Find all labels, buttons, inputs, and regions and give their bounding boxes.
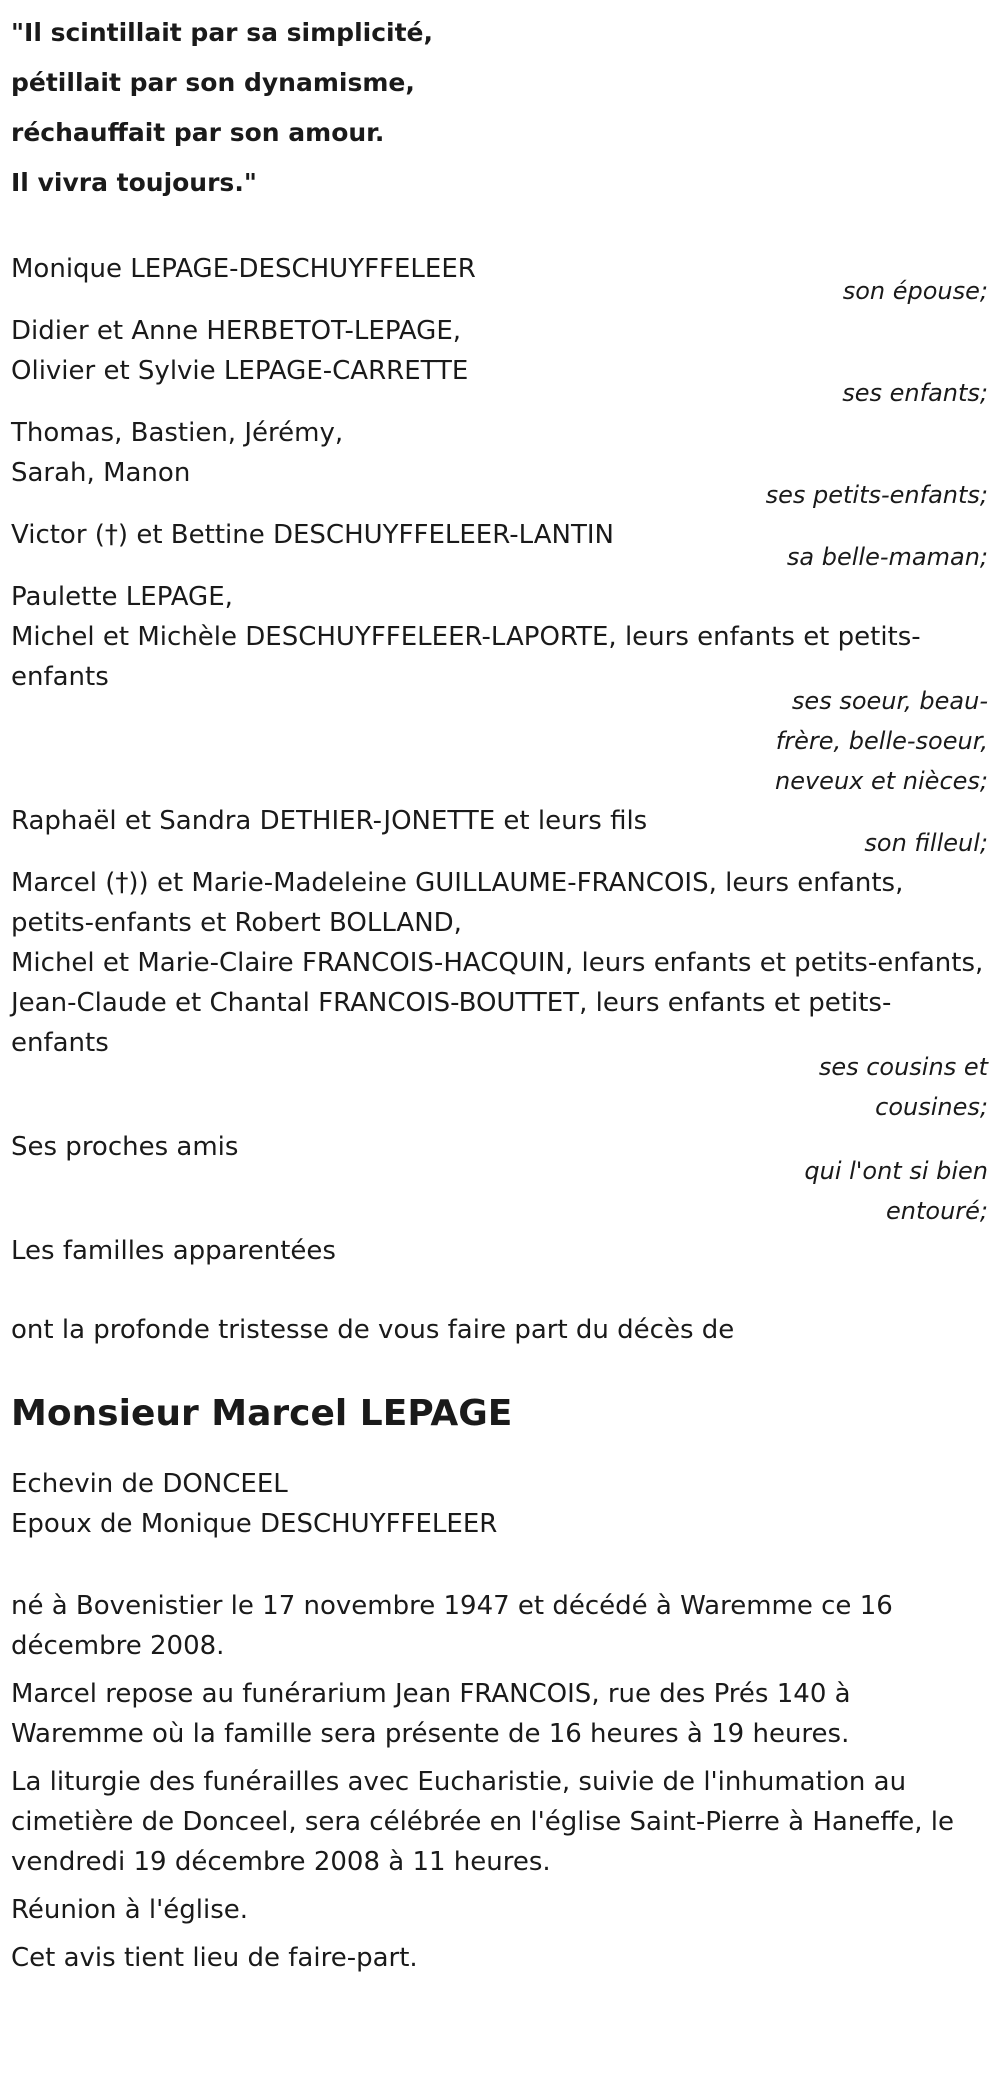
family-group-cousins	[11, 863, 988, 1127]
family-role: ses soeur, beau-frère, belle-soeur, neveux et nièces;	[775, 687, 988, 795]
family-names: Raphaël et Sandra DETHIER-JONETTE et leurs fils	[11, 806, 648, 836]
detail-paragraph: Marcel repose au funérarium Jean FRANCOIS, rue des Prés 140 à Waremme où la famille sera présente de 16 heures à 19 heures.	[11, 1679, 851, 1749]
family-role: son filleul;	[864, 829, 988, 857]
family-list	[11, 249, 988, 1271]
family-role: ses enfants;	[842, 379, 988, 407]
related-families: Les familles apparentées	[11, 1236, 336, 1266]
title-line: Epoux de Monique DESCHUYFFELEER	[11, 1509, 498, 1539]
family-names: Jean-Claude et Chantal FRANCOIS-BOUTTET, leurs enfants et petits-enfants	[11, 988, 892, 1058]
family-group-grandchildren	[11, 413, 988, 515]
quote-line: Il vivra toujours."	[11, 168, 257, 197]
detail-paragraph: Réunion à l'église.	[11, 1895, 249, 1925]
title-line: Echevin de DONCEEL	[11, 1469, 288, 1499]
epitaph-quote	[11, 8, 988, 208]
announcement-text: ont la profonde tristesse de vous faire part du décès de	[11, 1315, 735, 1345]
family-group-children	[11, 311, 988, 413]
family-names: Olivier et Sylvie LEPAGE-CARRETTE	[11, 356, 469, 386]
family-role: son épouse;	[842, 277, 988, 305]
funeral-details	[11, 1586, 988, 1978]
family-role: ses petits-enfants;	[765, 481, 988, 509]
family-names: Ses proches amis	[11, 1132, 239, 1162]
family-group-godson	[11, 801, 988, 863]
family-names: Victor (†) et Bettine DESCHUYFFELEER-LANTIN	[11, 520, 614, 550]
family-names: Marcel (†)) et Marie-Madeleine GUILLAUME-FRANCOIS, leurs enfants, petits-enfants et Robert BOLLAND,	[11, 868, 904, 938]
detail-paragraph: Cet avis tient lieu de faire-part.	[11, 1943, 418, 1973]
family-names: Didier et Anne HERBETOT-LEPAGE,	[11, 316, 462, 346]
family-role: sa belle-maman;	[786, 543, 988, 571]
quote-line: pétillait par son dynamisme,	[11, 68, 415, 97]
deceased-titles	[11, 1464, 988, 1544]
family-role: ses cousins et cousines;	[818, 1053, 988, 1121]
family-names: Paulette LEPAGE,	[11, 582, 233, 612]
family-group-friends	[11, 1127, 988, 1231]
family-group-mother-in-law	[11, 515, 988, 577]
quote-line: réchauffait par son amour.	[11, 118, 385, 147]
deceased-name: Monsieur Marcel LEPAGE	[11, 1393, 513, 1434]
family-names: Sarah, Manon	[11, 458, 191, 488]
family-group-spouse	[11, 249, 988, 311]
family-group-siblings	[11, 577, 988, 801]
family-names: Michel et Marie-Claire FRANCOIS-HACQUIN, leurs enfants et petits-enfants,	[11, 948, 984, 978]
family-names: Monique LEPAGE-DESCHUYFFELEER	[11, 254, 476, 284]
family-names: Michel et Michèle DESCHUYFFELEER-LAPORTE, leurs enfants et petits-enfants	[11, 622, 921, 692]
quote-line: "Il scintillait par sa simplicité,	[11, 18, 433, 47]
family-names: Thomas, Bastien, Jérémy,	[11, 418, 344, 448]
detail-paragraph: né à Bovenistier le 17 novembre 1947 et décédé à Waremme ce 16 décembre 2008.	[11, 1591, 893, 1661]
detail-paragraph: La liturgie des funérailles avec Eucharistie, suivie de l'inhumation au cimetière de Donceel, sera célébrée en l'église Saint-Pierre à Haneffe, le vendredi 19 décembre 2008 à 11 heures.	[11, 1767, 954, 1877]
family-role: qui l'ont si bien entouré;	[804, 1157, 988, 1225]
